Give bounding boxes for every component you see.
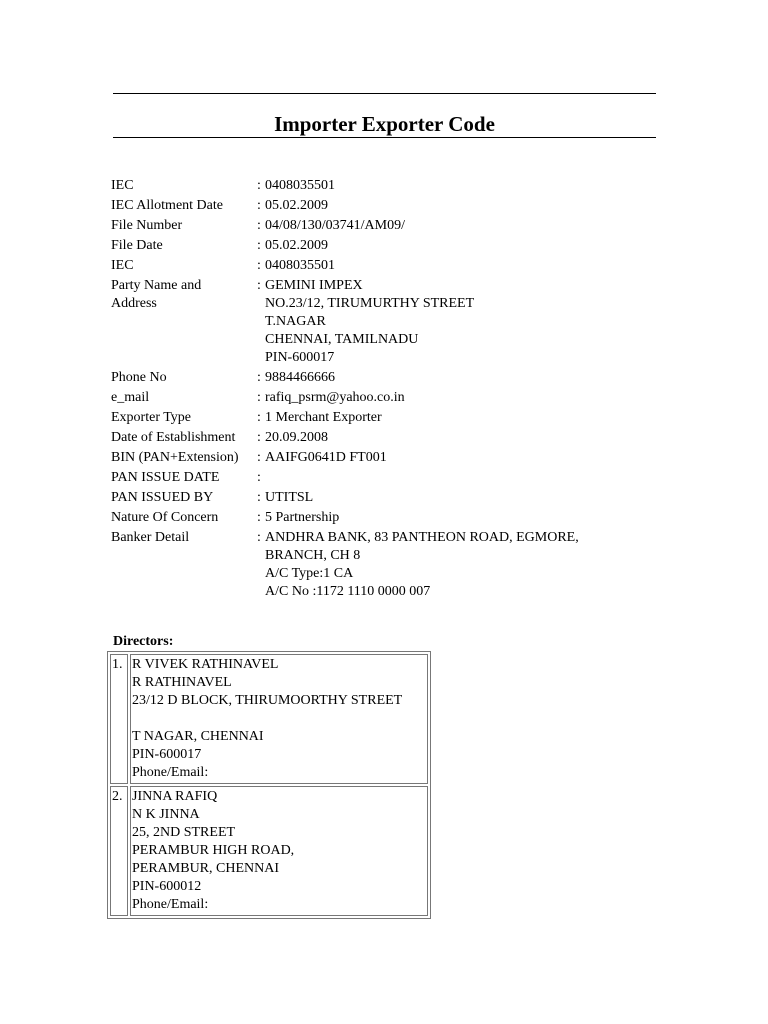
detail-value-line: 04/08/130/03741/AM09/ — [265, 218, 406, 233]
detail-label: IEC Allotment Date — [111, 198, 223, 213]
detail-value — [265, 369, 671, 387]
detail-value — [265, 429, 671, 447]
detail-label: Date of Establishment — [111, 430, 236, 445]
detail-value-line: 05.02.2009 — [265, 198, 328, 213]
detail-value-line: GEMINI IMPEX — [265, 278, 363, 293]
director-detail-line: PIN-600012 — [132, 879, 202, 894]
detail-row — [111, 389, 671, 407]
director-detail-line: T NAGAR, CHENNAI — [132, 729, 264, 744]
detail-value-line: T.NAGAR — [265, 314, 326, 329]
detail-label: File Date — [111, 238, 163, 253]
detail-separator: : — [257, 410, 261, 425]
directors-table — [107, 651, 431, 919]
detail-value — [265, 509, 671, 527]
detail-label: IEC — [111, 178, 134, 193]
detail-row — [111, 429, 671, 447]
detail-value-line: 5 Partnership — [265, 510, 340, 525]
detail-separator: : — [257, 390, 261, 405]
detail-separator: : — [257, 238, 261, 253]
detail-value — [265, 257, 671, 275]
director-detail-line: PERAMBUR HIGH ROAD, — [132, 843, 295, 858]
director-detail-line: R RATHINAVEL — [132, 675, 232, 690]
detail-label: PAN ISSUE DATE — [111, 470, 220, 485]
detail-value — [265, 277, 671, 367]
director-blank-line — [132, 710, 426, 728]
detail-row — [111, 237, 671, 255]
director-detail-line: N K JINNA — [132, 807, 200, 822]
detail-label: PAN ISSUED BY — [111, 490, 214, 505]
detail-row — [111, 449, 671, 467]
detail-value — [265, 177, 671, 195]
detail-label: IEC — [111, 258, 134, 273]
detail-label: e_mail — [111, 390, 150, 405]
director-detail-line: JINNA RAFIQ — [132, 789, 218, 804]
detail-value-line: 1 Merchant Exporter — [265, 410, 382, 425]
detail-row — [111, 489, 671, 507]
detail-value-line: 05.02.2009 — [265, 238, 328, 253]
detail-separator: : — [257, 450, 261, 465]
detail-row — [111, 197, 671, 215]
detail-label: File Number — [111, 218, 183, 233]
detail-value — [265, 529, 671, 601]
detail-value-line: UTITSL — [265, 490, 314, 505]
detail-row — [111, 217, 671, 235]
director-detail-line: 23/12 D BLOCK, THIRUMOORTHY STREET — [132, 693, 403, 708]
director-detail-line: 25, 2ND STREET — [132, 825, 236, 840]
detail-value — [265, 469, 671, 487]
director-details — [130, 786, 428, 916]
iec-details — [111, 177, 671, 603]
detail-row — [111, 369, 671, 387]
detail-separator: : — [257, 370, 261, 385]
detail-row — [111, 529, 671, 601]
directors-heading: Directors: — [113, 634, 174, 649]
detail-label: Nature Of Concern — [111, 510, 219, 525]
detail-value — [265, 489, 671, 507]
detail-value-line: 0408035501 — [265, 178, 335, 193]
detail-separator: : — [257, 490, 261, 505]
detail-value-line: A/C Type:1 CA — [265, 566, 354, 581]
detail-separator: : — [257, 430, 261, 445]
director-row — [110, 654, 428, 784]
director-detail-line: Phone/Email: — [132, 765, 209, 780]
detail-label: Phone No — [111, 370, 167, 385]
detail-value — [265, 389, 671, 407]
detail-value-line: PIN-600017 — [265, 350, 335, 365]
detail-separator: : — [257, 178, 261, 193]
detail-row — [111, 509, 671, 527]
director-number: 1. — [110, 654, 128, 784]
detail-label: Party Name and Address — [111, 278, 202, 311]
detail-separator: : — [257, 530, 261, 545]
director-row — [110, 786, 428, 916]
detail-value-line: NO.23/12, TIRUMURTHY STREET — [265, 296, 475, 311]
detail-row — [111, 277, 671, 367]
detail-value-line: A/C No :1172 1110 0000 007 — [265, 584, 431, 599]
detail-separator: : — [257, 278, 261, 293]
detail-value — [265, 449, 671, 467]
detail-value-line: AAIFG0641D FT001 — [265, 450, 387, 465]
director-detail-line: R VIVEK RATHINAVEL — [132, 657, 279, 672]
top-rule — [113, 93, 656, 94]
detail-label: Exporter Type — [111, 410, 192, 425]
detail-row — [111, 257, 671, 275]
document-title: Importer Exporter Code — [274, 112, 495, 136]
title-underline — [113, 137, 656, 138]
detail-value — [265, 197, 671, 215]
director-details — [130, 654, 428, 784]
detail-value-line: 0408035501 — [265, 258, 335, 273]
detail-separator: : — [257, 470, 261, 485]
detail-label: Banker Detail — [111, 530, 190, 545]
detail-value-line: 9884466666 — [265, 370, 335, 385]
detail-separator: : — [257, 258, 261, 273]
detail-separator: : — [257, 510, 261, 525]
detail-value-line: CHENNAI, TAMILNADU — [265, 332, 419, 347]
detail-value — [265, 217, 671, 235]
director-detail-line: PIN-600017 — [132, 747, 202, 762]
detail-row — [111, 409, 671, 427]
detail-label: BIN (PAN+Extension) — [111, 450, 239, 465]
detail-value-line: rafiq_psrm@yahoo.co.in — [265, 390, 405, 405]
detail-row — [111, 469, 671, 487]
director-detail-line: PERAMBUR, CHENNAI — [132, 861, 280, 876]
detail-row — [111, 177, 671, 195]
director-detail-line: Phone/Email: — [132, 897, 209, 912]
director-number: 2. — [110, 786, 128, 916]
detail-value-line: ANDHRA BANK, 83 PANTHEON ROAD, EGMORE, — [265, 530, 579, 545]
detail-value-line: BRANCH, CH 8 — [265, 548, 361, 563]
detail-value-line: 20.09.2008 — [265, 430, 328, 445]
detail-separator: : — [257, 198, 261, 213]
detail-separator: : — [257, 218, 261, 233]
detail-value — [265, 237, 671, 255]
detail-value — [265, 409, 671, 427]
